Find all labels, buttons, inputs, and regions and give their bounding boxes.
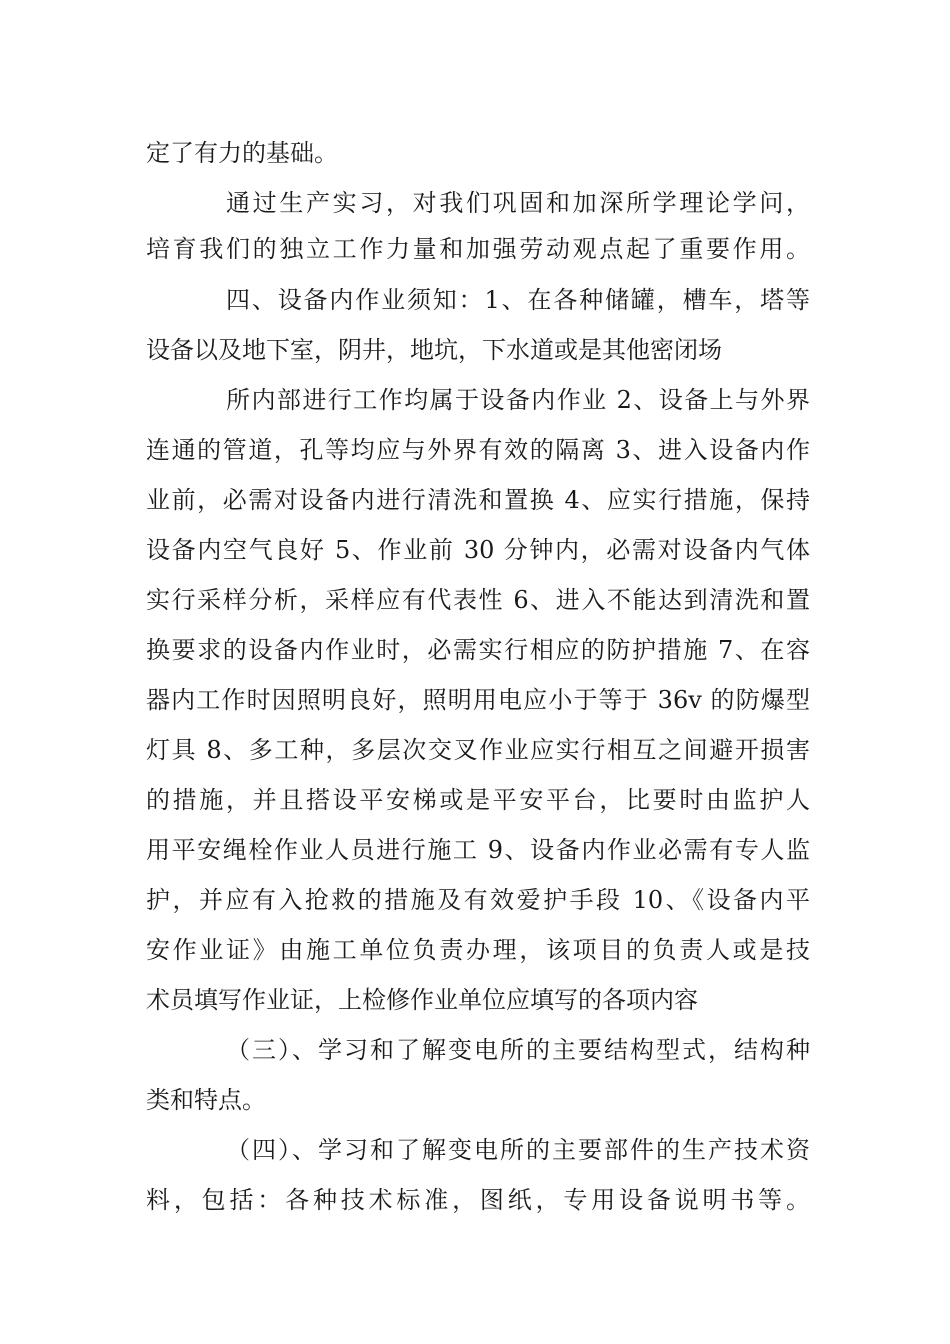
text-line: 四、设备内作业须知：1、在各种储罐，槽车，塔等 xyxy=(226,286,810,314)
text-line: 护，并应有入抢救的措施及有效爱护手段 10、《设备内平 xyxy=(146,886,810,914)
text-line: 安作业证》由施工单位负责办理，该项目的负责人或是技 xyxy=(146,936,810,964)
text-line: 设备内空气良好 5、作业前 30 分钟内，必需对设备内气体 xyxy=(146,536,810,564)
text-line: 实行采样分析，采样应有代表性 6、进入不能达到清洗和置 xyxy=(146,586,810,614)
text-line: 连通的管道，孔等均应与外界有效的隔离 3、进入设备内作 xyxy=(146,436,810,464)
text-line: 定了有力的基础。 xyxy=(146,139,338,167)
text-line: 业前，必需对设备内进行清洗和置换 4、应实行措施，保持 xyxy=(146,486,810,514)
text-line: 所内部进行工作均属于设备内作业 2、设备上与外界 xyxy=(226,386,810,414)
text-line: 换要求的设备内作业时，必需实行相应的防护措施 7、在容 xyxy=(146,636,810,664)
text-line: 料，包括：各种技术标准，图纸，专用设备说明书等。 xyxy=(146,1186,810,1214)
text-line: 的措施，并且搭设平安梯或是平安平台，比要时由监护人 xyxy=(146,786,810,814)
text-line: 器内工作时因照明良好，照明用电应小于等于 36v 的防爆型 xyxy=(146,686,810,714)
text-line: 通过生产实习，对我们巩固和加深所学理论学问， xyxy=(226,189,810,217)
text-line: （三）、学习和了解变电所的主要结构型式，结构种 xyxy=(226,1036,810,1064)
text-line: 类和特点。 xyxy=(146,1086,266,1114)
text-line: 术员填写作业证，上检修作业单位应填写的各项内容 xyxy=(146,986,698,1014)
text-line: 用平安绳栓作业人员进行施工 9、设备内作业必需有专人监 xyxy=(146,836,810,864)
text-line: 灯具 8、多工种，多层次交叉作业应实行相互之间避开损害 xyxy=(146,736,810,764)
text-line: 培育我们的独立工作力量和加强劳动观点起了重要作用。 xyxy=(146,235,810,263)
text-line: 设备以及地下室，阴井，地坑，下水道或是其他密闭场 xyxy=(146,336,722,364)
text-line: （四）、学习和了解变电所的主要部件的生产技术资 xyxy=(226,1136,810,1164)
